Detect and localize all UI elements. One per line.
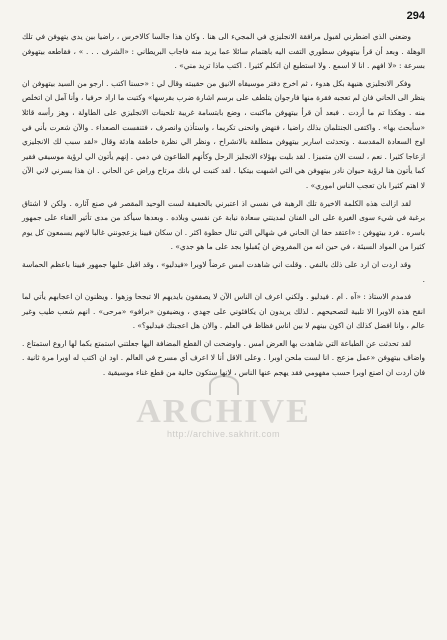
page-number: 294: [406, 10, 425, 22]
paragraph-3: لقد ازالت هذه الكلمة الاخيرة تلك الرهبة في نفسي اذ اعتبرني بالحقيقة لست الوحيد المقصر في صنع آثاره . ولكن لا اشتاق برغبة في شيء سوى الغيرة على الى الفنان لمدينتي سعادة نيابة عن نفسي وبلاده . وبعدها سيأكد من مدى تأثير الغناء على جمهور باسره . فرد بيتهوفن : «اعتقد حقا ان الحاني في شهالي التي تنال حظوة اكثر . ان سكان فيينا يزعجونني غالبا لانهم يسمعون كل يوم كثيرا من المواد السيئة ، في حين انه من المفروض ان يُقبلوا بجد على ما هو جدي» .: [22, 198, 425, 252]
watermark-title: ARCHIVE: [136, 393, 311, 430]
archive-watermark: [0, 375, 447, 439]
watermark-url: http://archive.sakhrit.com: [166, 429, 281, 439]
paragraph-4: وقد اردت ان ارد على ذلك بالنفي . وقلت اني شاهدت امس عرضاً لاوبرا «فيدليو» ، وقد اقبل عليها جمهور فيينا باعظم الحماسة .: [22, 259, 425, 284]
page-body: [22, 30, 425, 384]
paragraph-5: فدمدم الاستاذ : «آه . ام . فيدليو . ولكني اعرف ان الناس الآن لا يصفقون بايديهم الا تبجحا وزهوا . ويظنون ان اعجابهم يأتي لما انقح هذه الاوبرا الا تلبية لتصحيحهم . لذلك يريدون ان يكافئوني على جهدي ، ويضيفون «برافو» «مرحى» . انهم شعب طيب وغير عالم ، وانا افضل كذلك ان اكون بينهم لا بين اناس فظاظ في العلم . والان هل اعجبتك فيدليو؟» .: [22, 292, 425, 331]
paragraph-6: لقد تحدثت عن الطباعة التي شاهدت بها العرض امس . واوضحت ان القطع المضافة اليها جعلتني استمتع بكما لها اروع استمتاع . واضاف بيتهوفن «عمل مزعج . انا لست ملحن اوبرا . وعلى الاقل أنا لا اعرف أي مسرح في العالم . اود ان اكتب له اوبرا مرة ثانية . فان اردت ان اصنع اوبرا حسب مفهومي فقد يهجم عنها الناس ، لانها ستكون خالية من قطع غناء موسيقية .: [22, 338, 425, 378]
paragraph-2: وفكر الانجليزي هنيهة بكل هدوء ، ثم اخرج دفتر موسيقاه الانيق من حقيبته وقال لي : «حسنا اكتب . ارجو من السيد بيتهوفن ان ينظر الى الحاني فان لم تعجبه فقرة منها فارجوان يتلطف على برسم اشارة ضرب بقرسها» وكتبت ما اراد حرفيا ، وأنا آمل ان اتخلص منه . وهكذا تم ما أردت . فبعد أن قرأ بيتهوفن ماكتبت ، وضع بابتسامة غريبة تلحينات الانجليزي على الطاولة ، وهز رأسه قائلا «سأبحث بها» . واكتفى الجنتلمان بذلك راضيا ، فنهض وانحنى تكريما ، واستأذن وانصرف ، فتنفست الصعداء . والآن شعرت بأني في اوج السعادة المقدسة . وتحدثت اسارير بيتهوفن منطلقة بالانشراح ، ونظر الي نظرة خاطفة هادئة وقال «لقد سبب لك الانجليزي ازعاجا كثيرا . نعم ، لست الان متميزا . لقد بليت بهؤلاء الانجليز الرحل وكأنهم الطاعون في دمي . إنهم يأتون الي لرؤية موسيقي فقير كما يأتون هنا لرؤية حيوان نادر بيتهوفن هي التي اشبهت بيتكيا . لقد كتبت لي بانك مرتاح وراض عن الحاني . ان هذا يسرني لاني الآن لا اهتم كثيرا بان تعجب الناس اموري» .: [22, 78, 425, 190]
paragraph-1: وضعني الذي اضطرني لقبول مرافقة الانجليزي في المجيء الى هنا . وكان هذا جالسا كالاخرس ، راضيا بين يدي يتهوفن في تلك الوهلة . وبعد أن قرأ بيتهوفن سطوري التفت اليه باهتمام سائلا عما يريد منه فاجاب البريطاني : «الشرف . . . » ، فقاطعه بيتهوفن بسرعة : «لا افهم . انا لا اسمع . ولا استطيع ان اتكلم كثيرا . اكتب ماذا تريد مني» .: [22, 32, 425, 71]
